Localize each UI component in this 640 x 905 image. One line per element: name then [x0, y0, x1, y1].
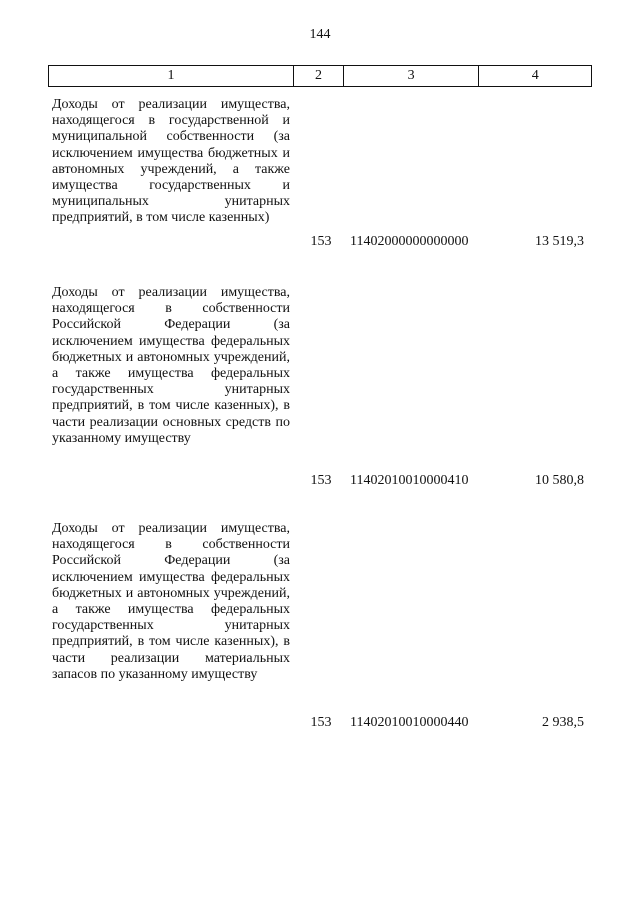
page-number: 144	[309, 27, 331, 42]
header-col-3: 3	[344, 66, 480, 86]
row-code: 153	[310, 234, 332, 249]
row-description: Доходы от реализации имущества, находящегося в собственности Российской Федерации (за исключением имущества федеральных бюджетных и автономных учреждений, а также имущества федеральных государственных унитарных предприятий, в том числе казенных), в части реализации основных средств по указанному имуществу	[52, 285, 290, 446]
header-col-1: 1	[49, 66, 294, 86]
table-header	[48, 65, 592, 87]
row-kbk: 11402010010000440	[350, 715, 469, 730]
row-amount: 13 519,3	[535, 234, 584, 249]
row-kbk: 11402010010000410	[350, 473, 469, 488]
row-kbk: 11402000000000000	[350, 234, 469, 249]
row-code: 153	[310, 473, 332, 488]
row-amount: 10 580,8	[535, 473, 584, 488]
header-col-4: 4	[531, 68, 539, 83]
row-code: 153	[310, 715, 332, 730]
header-col-2: 2	[294, 66, 344, 86]
row-amount: 2 938,5	[542, 715, 584, 730]
row-description: Доходы от реализации имущества, находящегося в собственности Российской Федерации (за исключением имущества федеральных бюджетных и автономных учреждений, а также имущества федеральных государственных унитарных предприятий, в том числе казенных), в части реализации материальных запасов по указанному имуществу	[52, 521, 290, 682]
row-description: Доходы от реализации имущества, находящегося в государственной и муниципальной собственности (за исключением имущества бюджетных и автономных учреждений, а также имущества государственных и муниципальных унитарных предприятий, в том числе казенных)	[52, 97, 290, 226]
